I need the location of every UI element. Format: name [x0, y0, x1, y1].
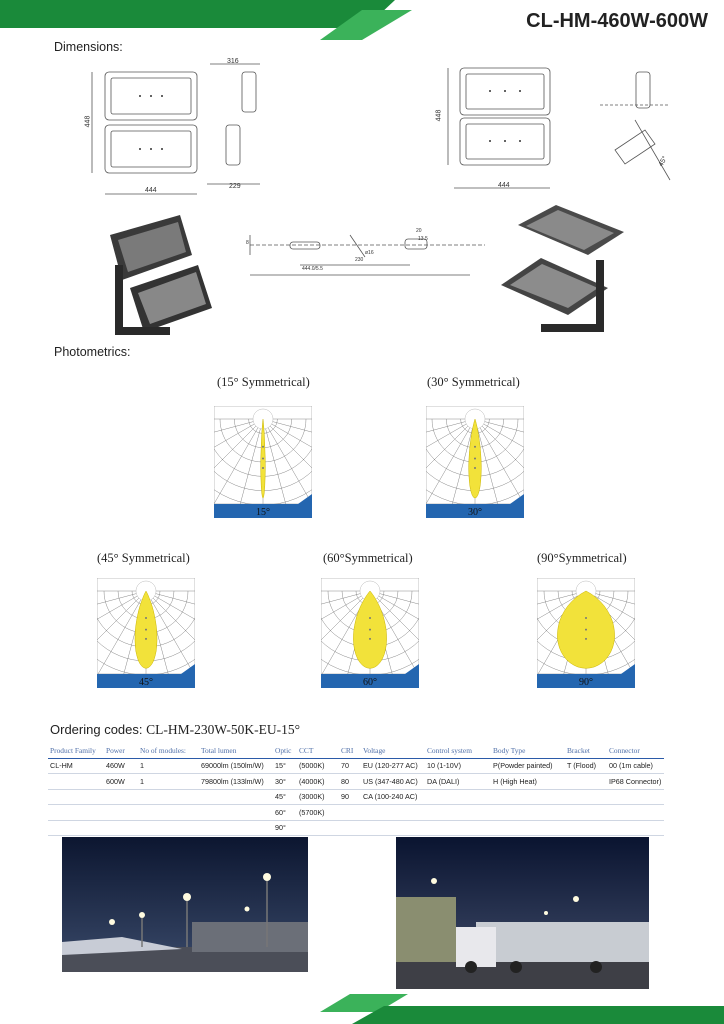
col-voltage: Voltage [361, 743, 425, 758]
dimensions-heading: Dimensions: [54, 40, 123, 54]
table-cell [339, 820, 361, 836]
col-cri: CRI [339, 743, 361, 758]
table-cell: 00 (1m cable) [607, 758, 664, 774]
dim-448-right: 448 [435, 109, 443, 122]
table-cell [48, 820, 104, 836]
table-cell: 45° [273, 789, 297, 805]
table-cell: P(Powder painted) [491, 758, 565, 774]
col-bracket: Bracket [565, 743, 607, 758]
polar-diagram-30 [426, 406, 524, 518]
table-cell [138, 789, 199, 805]
table-cell [104, 789, 138, 805]
dim-angle: 45° [657, 155, 669, 168]
table-cell [491, 820, 565, 836]
col-product-family: Product Family [48, 743, 104, 758]
dim-316: 316 [227, 58, 239, 65]
table-cell [339, 805, 361, 821]
airport-night-photo [62, 837, 308, 972]
dim-444-right: 444 [498, 182, 510, 189]
fuel-truck-night-photo [396, 837, 649, 989]
table-cell [361, 820, 425, 836]
ordering-code: CL-HM-230W-50K-EU-15° [146, 722, 300, 737]
table-cell [297, 820, 339, 836]
table-cell [607, 820, 664, 836]
col-modules: No of modules: [138, 743, 199, 758]
col-optic: Optic [273, 743, 297, 758]
table-cell: CL-HM [48, 758, 104, 774]
col-total-lumen: Total lumen [199, 743, 273, 758]
page-title: CL-HM-460W-600W [526, 10, 708, 32]
table-cell: 460W [104, 758, 138, 774]
table-cell: US (347-480 AC) [361, 774, 425, 790]
polar-diagram-60 [321, 578, 419, 688]
table-cell: 10 (1-10V) [425, 758, 491, 774]
dim-448: 448 [84, 115, 92, 128]
photometric-label-15: (15° Symmetrical) [217, 375, 310, 389]
ordering-heading [50, 722, 300, 738]
table-cell [565, 789, 607, 805]
polar-angle-label: 30° [468, 507, 482, 518]
table-cell: 79800lm (133lm/W) [199, 774, 273, 790]
table-cell: IP68 Connector) [607, 774, 664, 790]
table-cell: (4000K) [297, 774, 339, 790]
product-image-right [496, 200, 626, 340]
photometric-label-45: (45° Symmetrical) [97, 551, 190, 565]
ordering-heading-label: Ordering codes: [50, 722, 143, 737]
table-cell [425, 789, 491, 805]
dimension-drawing-right [440, 60, 680, 195]
col-control-system: Control system [425, 743, 491, 758]
table-cell [607, 789, 664, 805]
col-body-type: Body Type [491, 743, 565, 758]
polar-angle-label: 45° [139, 677, 153, 688]
table-cell: (5000K) [297, 758, 339, 774]
dim-13-5: 13.5 [418, 236, 428, 242]
polar-diagram-15 [214, 406, 312, 518]
table-cell: 60° [273, 805, 297, 821]
table-row [48, 789, 664, 805]
table-cell: H (High Heat) [491, 774, 565, 790]
polar-angle-label: 15° [256, 507, 270, 518]
table-cell [425, 820, 491, 836]
table-cell: 90° [273, 820, 297, 836]
table-cell [425, 805, 491, 821]
bottom-banner [0, 994, 724, 1024]
table-cell [48, 789, 104, 805]
polar-diagram-45 [97, 578, 195, 688]
table-cell: 15° [273, 758, 297, 774]
table-cell: 600W [104, 774, 138, 790]
table-cell: 69000lm (150lm/W) [199, 758, 273, 774]
table-cell: CA (100-240 AC) [361, 789, 425, 805]
dim-444-bracket: 444.0/5.5 [302, 266, 323, 272]
col-cct: CCT [297, 743, 339, 758]
table-cell [104, 820, 138, 836]
table-row [48, 805, 664, 821]
photometric-label-30: (30° Symmetrical) [427, 375, 520, 389]
table-cell: 30° [273, 774, 297, 790]
polar-angle-label: 60° [363, 677, 377, 688]
table-cell [565, 820, 607, 836]
ordering-table [48, 743, 664, 836]
ordering-table-header [48, 743, 664, 758]
table-cell [48, 805, 104, 821]
table-cell: 1 [138, 774, 199, 790]
table-cell [104, 805, 138, 821]
polar-angle-label: 90° [579, 677, 593, 688]
table-cell: (3000K) [297, 789, 339, 805]
table-cell: DA (DALI) [425, 774, 491, 790]
col-connector: Connector [607, 743, 664, 758]
table-cell [138, 805, 199, 821]
table-row [48, 820, 664, 836]
photometric-label-60: (60°Symmetrical) [323, 551, 413, 565]
dimension-drawing-left [80, 52, 280, 202]
col-power: Power [104, 743, 138, 758]
product-image-left [100, 210, 220, 340]
table-cell: 90 [339, 789, 361, 805]
table-cell [607, 805, 664, 821]
table-cell: 80 [339, 774, 361, 790]
dim-229: 229 [229, 183, 241, 190]
table-cell [565, 774, 607, 790]
table-cell: EU (120-277 AC) [361, 758, 425, 774]
table-cell [199, 805, 273, 821]
dim-8: 8 [246, 240, 249, 246]
table-cell [199, 820, 273, 836]
dim-20: 20 [416, 228, 422, 234]
dim-230: 230 [355, 257, 364, 263]
table-cell [565, 805, 607, 821]
table-cell: 70 [339, 758, 361, 774]
table-cell [491, 805, 565, 821]
dim-444: 444 [145, 187, 157, 194]
table-row [48, 774, 664, 790]
table-cell [491, 789, 565, 805]
photometrics-heading: Photometrics: [54, 345, 131, 359]
table-row [48, 758, 664, 774]
table-cell [199, 789, 273, 805]
table-cell [138, 820, 199, 836]
table-cell: T (Flood) [565, 758, 607, 774]
photometric-label-90: (90°Symmetrical) [537, 551, 627, 565]
table-cell [361, 805, 425, 821]
table-cell [48, 774, 104, 790]
polar-diagram-90 [537, 578, 635, 688]
table-cell: (5700K) [297, 805, 339, 821]
table-cell: 1 [138, 758, 199, 774]
dim-16: ø16 [365, 250, 374, 256]
